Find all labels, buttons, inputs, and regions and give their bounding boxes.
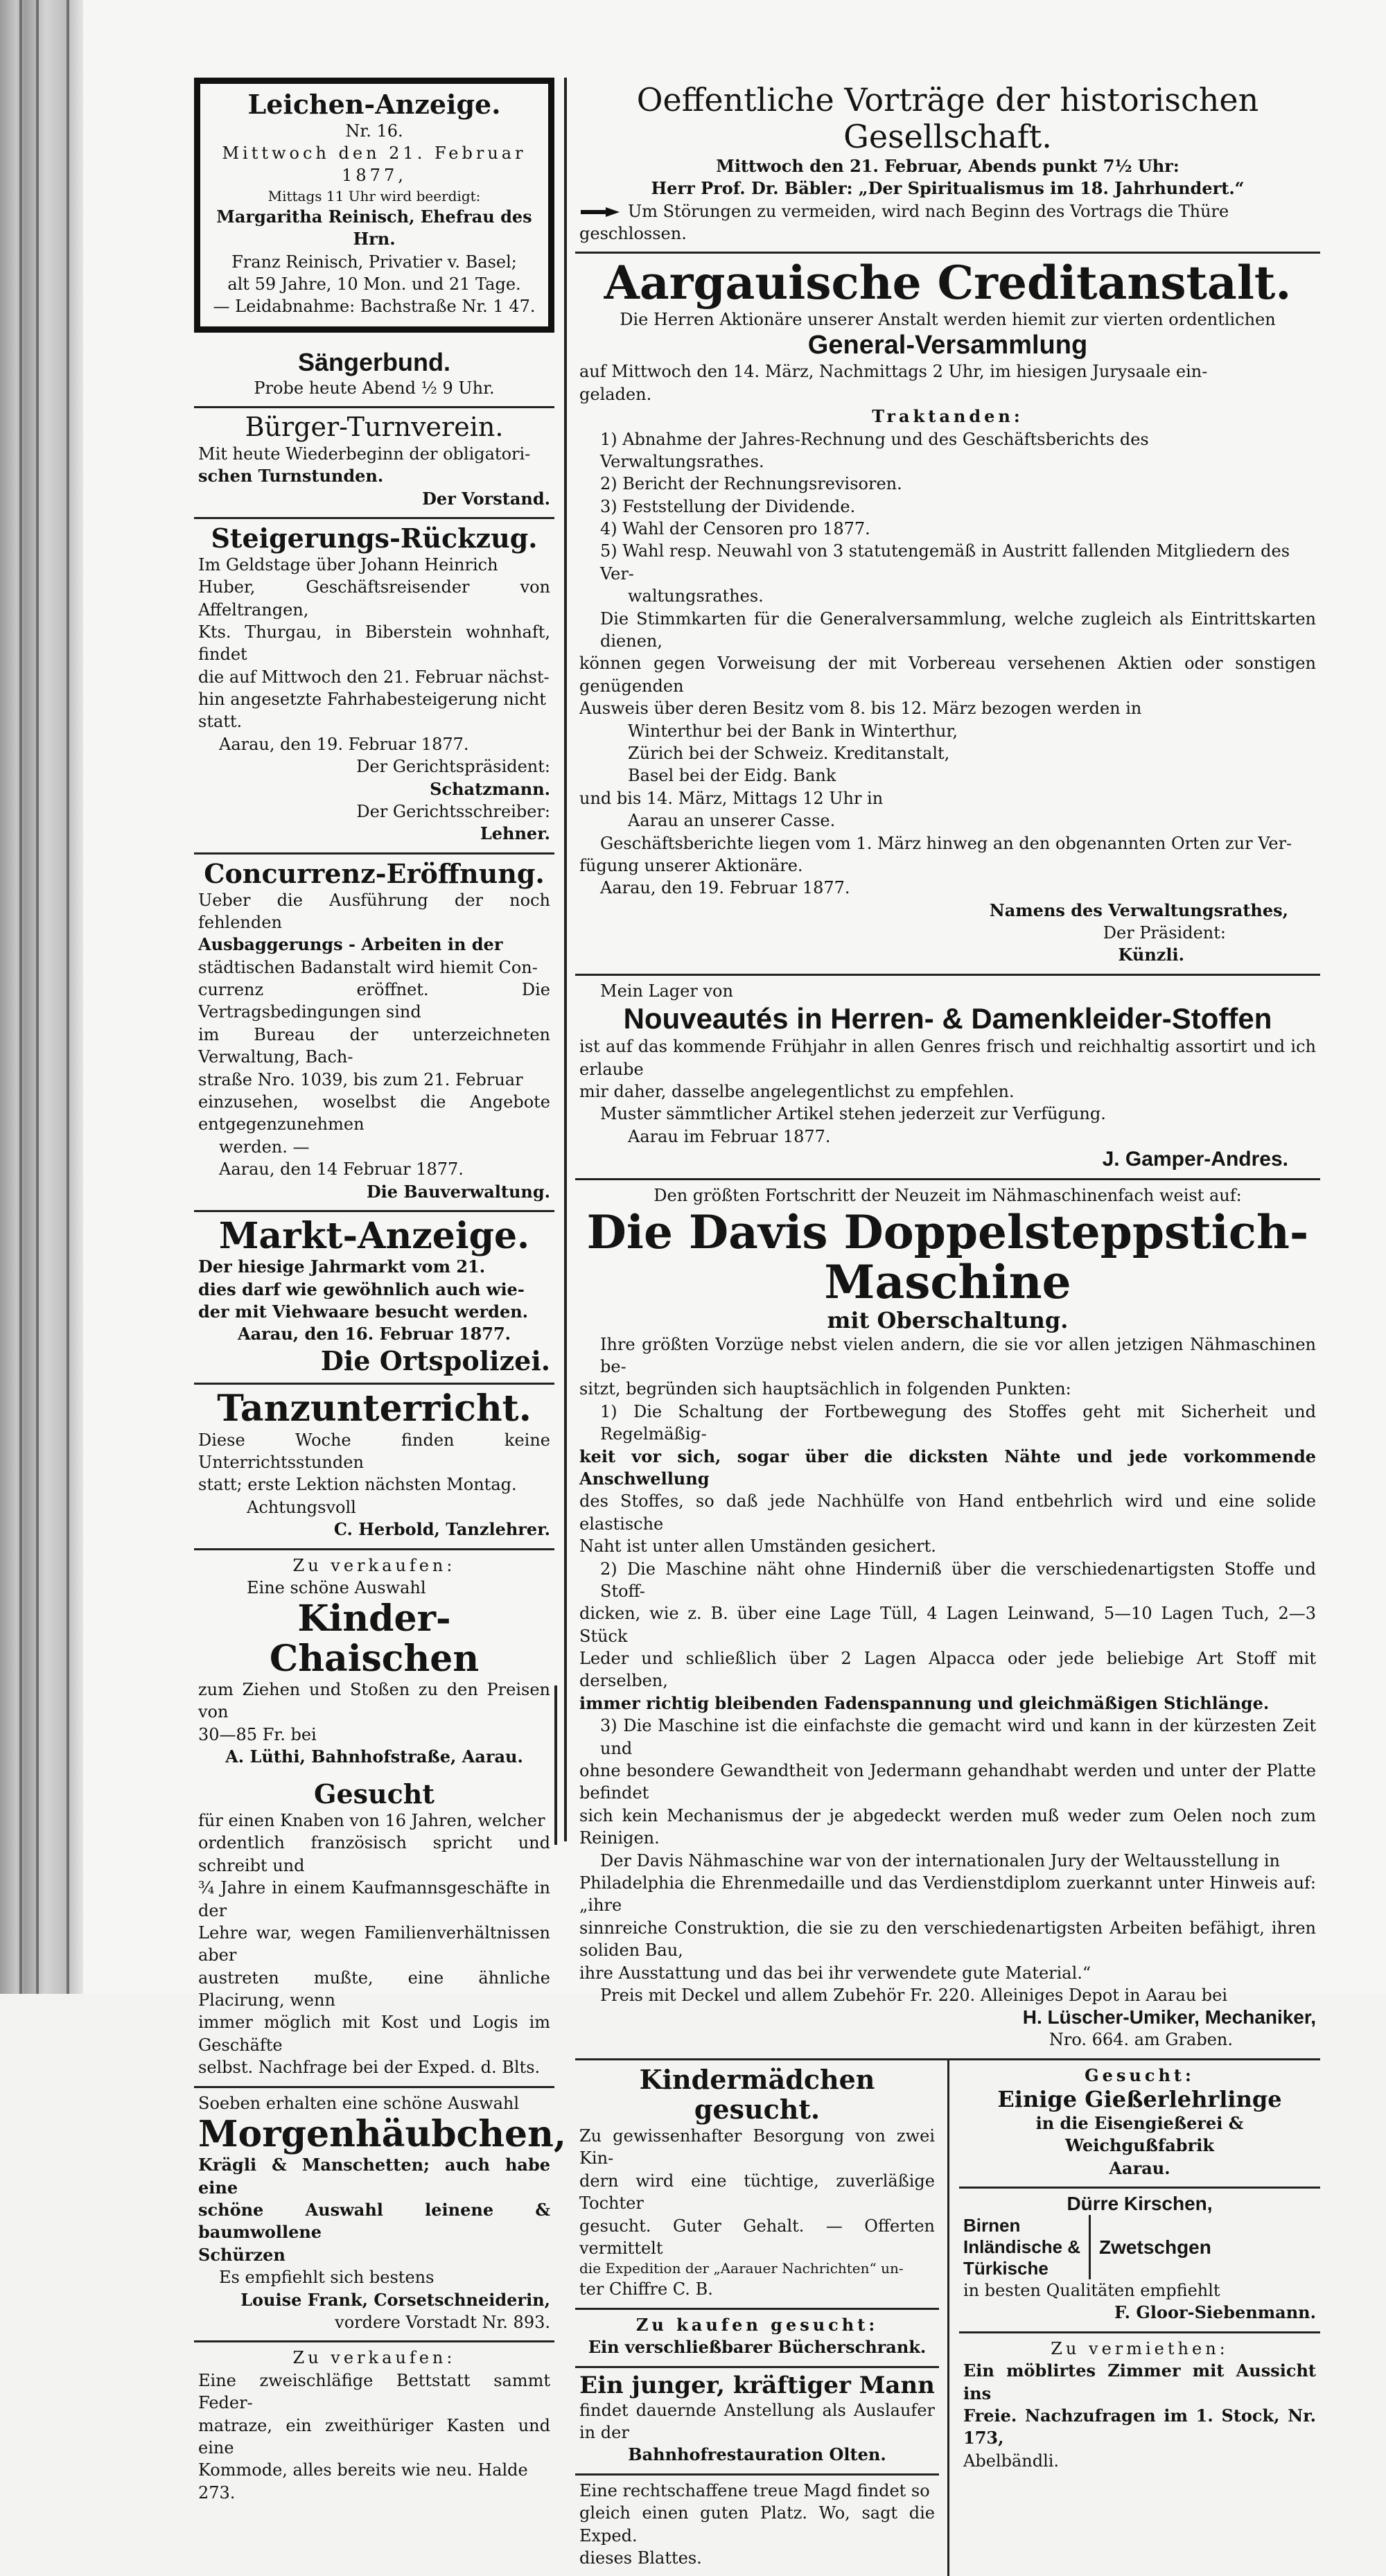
credit-item: 4) Wahl der Censoren pro 1877. bbox=[600, 519, 870, 539]
markt-signature: Die Ortspolizei. bbox=[320, 1344, 550, 1376]
davis-address: Nro. 664. am Graben. bbox=[1049, 2030, 1233, 2050]
vortraege-title: Oeffentliche Vorträge der historischen Gesellschaft. bbox=[636, 81, 1259, 155]
bottom-ads bbox=[575, 2060, 1320, 2576]
chaisen-head: Zu verkaufen: bbox=[292, 1555, 456, 1575]
morgen-address: vordere Vorstadt Nr. 893. bbox=[335, 2312, 550, 2332]
steigerung-title: Steigerungs-Rückzug. bbox=[211, 523, 538, 554]
davis-line: immer richtig bleibenden Fadenspannung und gleichmäßigen Stichlänge. bbox=[579, 1692, 1270, 1713]
gesucht-line: ordentlich französisch spricht und schreibt und bbox=[198, 1833, 550, 1875]
magd-notice bbox=[575, 2476, 939, 2576]
davis-pre: Den größten Fortschritt der Neuzeit im Nähmaschinenfach weist auf: bbox=[653, 1186, 1242, 1206]
turnverein-notice bbox=[194, 408, 554, 519]
giesser-line: in die Eisengießerei & Weichgußfabrik bbox=[1035, 2112, 1244, 2156]
bett-head: Zu verkaufen: bbox=[292, 2348, 456, 2368]
kirschen-item: Birnen bbox=[963, 2215, 1021, 2236]
turnverein-line: Mit heute Wiederbeginn der obligatori- bbox=[198, 444, 531, 464]
davis-line: 2) Die Maschine näht ohne Hinderniß über die verschiedenartigsten Stoffe und Stoff- bbox=[600, 1559, 1316, 1601]
concurrenz-line: currenz eröffnet. Die Vertragsbedingungen sind bbox=[198, 980, 550, 1022]
tanz-line: statt; erste Lektion nächsten Montag. bbox=[198, 1475, 517, 1495]
zimmer-line: Freie. Nachzufragen im 1. Stock, Nr. 173, bbox=[963, 2406, 1316, 2448]
credit-item: 1) Abnahme der Jahres-Rechnung und des Geschäftsberichts des Verwaltungsrathes. bbox=[600, 429, 1149, 471]
gesucht-line: immer möglich mit Kost und Logis im Geschäfte bbox=[198, 2013, 550, 2055]
giesser-head: Gesucht: bbox=[1085, 2065, 1195, 2085]
kindermaedchen-line: die Expedition der „Aarauer Nachrichten“ un- bbox=[579, 2260, 904, 2277]
davis-signature: H. Lüscher-Umiker, Mechaniker, bbox=[1022, 2006, 1316, 2029]
davis-line: keit vor sich, sogar über die dicksten Nähte und jede vorkommende Anschwellung bbox=[579, 1446, 1316, 1489]
kirschen-item: Türkische bbox=[963, 2258, 1049, 2279]
turnverein-line: schen Turnstunden. bbox=[198, 466, 384, 487]
gesucht-line: selbst. Nachfrage bei der Exped. d. Blts. bbox=[198, 2058, 541, 2078]
nouveautes-line: ist auf das kommende Frühjahr in allen Genres frisch und reichhaltig assortirt und ich erlaube bbox=[579, 1037, 1316, 1079]
kindermaedchen-line: dern wird eine tüchtige, zuverläßige Tochter bbox=[579, 2171, 935, 2214]
funeral-date: Mittwoch den 21. Februar 1877, bbox=[222, 143, 527, 186]
credit-signature: Künzli. bbox=[1118, 945, 1184, 965]
concurrenz-line: Ueber die Ausführung der noch fehlenden bbox=[198, 890, 550, 932]
gesucht-line: für einen Knaben von 16 Jahren, welcher bbox=[198, 1810, 545, 1830]
tanz-signature: C. Herbold, Tanzlehrer. bbox=[333, 1519, 550, 1540]
davis-line: Ihre größten Vorzüge nebst vielen andern, die sie vor allen jetzigen Nähmaschinen be- bbox=[600, 1334, 1316, 1376]
funeral-time: Mittags 11 Uhr wird beerdigt: bbox=[267, 187, 481, 204]
magd-line: gleich einen guten Platz. Wo, sagt die Exped. bbox=[579, 2503, 935, 2546]
markt-title: Markt-Anzeige. bbox=[218, 1214, 530, 1257]
nouveautes-pre: Mein Lager von bbox=[600, 981, 733, 1001]
zimmer-notice bbox=[959, 2333, 1320, 2479]
credit-para: fügung unserer Aktionäre. bbox=[579, 855, 803, 875]
tanz-title: Tanzunterricht. bbox=[217, 1387, 532, 1430]
markt-notice bbox=[194, 1212, 554, 1385]
credit-line: auf Mittwoch den 14. März, Nachmittags 2 Uhr, im hiesigen Jurysaale ein- bbox=[579, 362, 1208, 382]
concurrenz-signature: Die Bauverwaltung. bbox=[366, 1181, 550, 1202]
funeral-line: Margaritha Reinisch, Ehefrau des Hrn. bbox=[216, 206, 532, 249]
concurrenz-line: städtischen Badanstalt wird hiemit Con- bbox=[198, 957, 538, 977]
mann-title: Ein junger, kräftiger Mann bbox=[579, 2371, 935, 2399]
binding-edge bbox=[19, 0, 22, 1994]
steigerung-line: die auf Mittwoch den 21. Februar nächst- bbox=[198, 667, 550, 687]
kindermaedchen-title: Kindermädchen gesucht. bbox=[639, 2063, 875, 2126]
steigerung-place: Aarau, den 19. Februar 1877. bbox=[219, 734, 469, 754]
funeral-line: Franz Reinisch, Privatier v. Basel; bbox=[231, 252, 517, 272]
credit-date: Aarau, den 19. Februar 1877. bbox=[600, 878, 850, 898]
davis-line: Philadelphia die Ehrenmedaille und das Verdienstdiplom zuerkannt unter Hinweis auf: „ihre bbox=[579, 1873, 1316, 1916]
davis-line: ihre Ausstattung und das bei ihr verwendete gute Material.“ bbox=[579, 1963, 1091, 1983]
davis-line: Naht ist unter allen Umständen gesichert. bbox=[579, 1536, 936, 1557]
steigerung-line: Im Geldstage über Johann Heinrich bbox=[198, 554, 498, 575]
nouveautes-line: Muster sämmtlicher Artikel stehen jederzeit zur Verfügung. bbox=[600, 1104, 1106, 1124]
tanz-line: Achtungsvoll bbox=[247, 1497, 356, 1517]
chaisen-line: zum Ziehen und Stoßen zu den Preisen von bbox=[198, 1679, 550, 1722]
book-binding bbox=[0, 0, 83, 1994]
saengerbund-notice bbox=[194, 344, 554, 408]
giesser-notice bbox=[959, 2060, 1320, 2189]
concurrenz-line: einzusehen, woselbst die Angebote entgegenzunehmen bbox=[198, 1092, 550, 1134]
zimmer-head: Zu vermiethen: bbox=[1051, 2338, 1229, 2358]
magd-line: Eine rechtschaffene treue Magd findet so bbox=[579, 2480, 930, 2500]
credit-item: waltungsrathes. bbox=[628, 586, 764, 606]
kirschen-item: Zwetschgen bbox=[1099, 2236, 1211, 2258]
magd-line: dieses Blattes. bbox=[579, 2548, 702, 2568]
tanz-line: Diese Woche finden keine Unterrichtsstunden bbox=[198, 1430, 550, 1472]
gesucht-title: Gesucht bbox=[314, 1778, 435, 1810]
kirschen-title: Dürre Kirschen, bbox=[1067, 2193, 1213, 2215]
morgen-notice bbox=[194, 2088, 567, 2343]
nouveautes-line: mir daher, dasselbe angelegentlichst zu empfehlen. bbox=[579, 1082, 1015, 1102]
credit-para: Geschäftsberichte liegen vom 1. März hinweg an den obgenannten Orten zur Ver- bbox=[600, 833, 1292, 853]
credit-place: Winterthur bei der Bank in Winterthur, bbox=[628, 721, 958, 741]
kirschen-line: in besten Qualitäten empfiehlt bbox=[963, 2281, 1220, 2301]
saengerbund-title: Sängerbund. bbox=[297, 347, 450, 376]
funeral-number: Nr. 16. bbox=[345, 121, 403, 141]
credit-item: 3) Feststellung der Dividende. bbox=[600, 496, 856, 516]
buecherschrank-text: Ein verschließbarer Bücherschrank. bbox=[588, 2337, 927, 2358]
davis-line: sitzt, begründen sich hauptsächlich in folgenden Punkten: bbox=[579, 1379, 1071, 1399]
right-column bbox=[575, 78, 1320, 2568]
morgen-line: Es empfiehlt sich bestens bbox=[219, 2268, 435, 2288]
nouveautes-place: Aarau im Februar 1877. bbox=[628, 1126, 831, 1146]
kindermaedchen-line: Zu gewissenhafter Besorgung von zwei Kin- bbox=[579, 2126, 935, 2168]
credit-gv: General-Versammlung bbox=[807, 331, 1088, 360]
bett-line: Kommode, alles bereits wie neu. Halde 273. bbox=[198, 2460, 528, 2503]
bottom-left-ads bbox=[575, 2060, 949, 2576]
steigerung-name: Lehner. bbox=[480, 823, 550, 844]
buecherschrank-head: Zu kaufen gesucht: bbox=[635, 2314, 879, 2335]
credit-signature: Namens des Verwaltungsrathes, bbox=[989, 900, 1288, 920]
davis-notice bbox=[575, 1180, 1320, 2060]
credit-para: Ausweis über deren Besitz vom 8. bis 12. März bezogen werden in bbox=[579, 699, 1142, 719]
davis-line: sinnreiche Construktion, die sie zu den verschiedenartigsten Arbeiten befähigt, ihren soliden Bau, bbox=[579, 1918, 1316, 1961]
mann-line: findet dauernde Anstellung als Auslaufer in der bbox=[579, 2400, 935, 2443]
bett-notice bbox=[194, 2342, 554, 2511]
nouveautes-signature: J. Gamper-Andres. bbox=[1102, 1148, 1288, 1171]
zimmer-line: Abelbändli. bbox=[963, 2451, 1060, 2471]
giesser-title: Einige Gießerlehrlinge bbox=[997, 2086, 1282, 2113]
morgen-line: schöne Auswahl leinene & baumwollene bbox=[198, 2200, 550, 2243]
nouveautes-notice bbox=[575, 976, 1320, 1180]
davis-line: Der Davis Nähmaschine war von der internationalen Jury der Weltausstellung in bbox=[600, 1850, 1280, 1870]
morgen-title: Morgenhäubchen, bbox=[198, 2113, 567, 2156]
credit-signature: Der Präsident: bbox=[1103, 923, 1226, 943]
morgen-line: Schürzen bbox=[198, 2244, 286, 2265]
bett-line: matraze, ein zweithüriger Kasten und eine bbox=[198, 2415, 550, 2457]
credit-line: geladen. bbox=[579, 384, 652, 404]
pointing-hand-icon bbox=[579, 206, 621, 218]
steigerung-line: Kts. Thurgau, in Biberstein wohnhaft, findet bbox=[198, 622, 550, 665]
steigerung-line: Huber, Geschäftsreisender von Affeltrangen, bbox=[198, 577, 550, 620]
concurrenz-line: Ausbaggerungs - Arbeiten in der bbox=[198, 934, 503, 955]
concurrenz-place: Aarau, den 14 Februar 1877. bbox=[219, 1159, 464, 1180]
credit-item: 5) Wahl resp. Neuwahl von 3 statutengemäß in Austritt fallenden Mitgliedern des Ver- bbox=[600, 541, 1290, 584]
kindermaedchen-notice bbox=[575, 2060, 939, 2310]
gesucht-notice bbox=[194, 1775, 554, 2087]
column-rule bbox=[554, 1685, 557, 1845]
davis-line: Preis mit Deckel und allem Zubehör Fr. 220. Alleiniges Depot in Aarau bei bbox=[600, 1985, 1228, 2005]
vortraege-line: Um Störungen zu vermeiden, wird nach Beginn des Vortrags die Thüre geschlossen. bbox=[579, 201, 1229, 243]
credit-place: Basel bei der Eidg. Bank bbox=[628, 766, 836, 786]
kirschen-item: Inländische & bbox=[963, 2236, 1081, 2258]
kindermaedchen-line: gesucht. Guter Gehalt. — Offerten vermittelt bbox=[579, 2216, 935, 2259]
funeral-title: Leichen-Anzeige. bbox=[247, 89, 501, 120]
markt-line: der mit Viehwaare besucht werden. bbox=[198, 1301, 529, 1322]
markt-line: Der hiesige Jahrmarkt vom 21. bbox=[198, 1256, 486, 1277]
credit-para: können gegen Vorweisung der mit Vorbereau versehenen Aktien oder sonstigen genügenden bbox=[579, 654, 1316, 696]
buecherschrank-notice bbox=[575, 2310, 939, 2368]
binding-edge bbox=[67, 0, 69, 1994]
turnverein-title: Bürger-Turnverein. bbox=[245, 412, 504, 443]
nouveautes-title: Nouveautés in Herren- & Damenkleider-Stoffen bbox=[623, 1002, 1272, 1035]
mann-notice bbox=[575, 2368, 939, 2476]
davis-line: 1) Die Schaltung der Fortbewegung des Stoffes geht mit Sicherheit und Regelmäßig- bbox=[600, 1401, 1316, 1444]
kirschen-brace bbox=[963, 2215, 1316, 2279]
markt-place: Aarau, den 16. Februar 1877. bbox=[237, 1324, 511, 1344]
credit-para: Die Stimmkarten für die Generalversammlung, welche zugleich als Eintrittskarten dienen, bbox=[600, 608, 1316, 651]
giesser-line: Aarau. bbox=[1109, 2157, 1170, 2178]
credit-place: und bis 14. März, Mittags 12 Uhr in bbox=[579, 788, 884, 808]
gesucht-line: austreten mußte, eine ähnliche Placirung, wenn bbox=[198, 1968, 550, 2010]
davis-line: 3) Die Maschine ist die einfachste die gemacht wird und kann in der kürzesten Zeit und bbox=[600, 1716, 1316, 1758]
vortraege-line: Mittwoch den 21. Februar, Abends punkt 7½ Uhr: bbox=[716, 155, 1179, 176]
concurrenz-notice bbox=[194, 855, 554, 1212]
morgen-line: Krägli & Manschetten; auch habe eine bbox=[198, 2155, 550, 2198]
morgen-signature: Louise Frank, Corsetschneiderin, bbox=[240, 2289, 550, 2310]
mann-line: Bahnhofrestauration Olten. bbox=[628, 2444, 886, 2465]
kindermaedchen-line: ter Chiffre C. B. bbox=[579, 2279, 713, 2299]
markt-line: dies darf wie gewöhnlich auch wie- bbox=[198, 1279, 525, 1299]
binding-edge bbox=[36, 0, 39, 1994]
funeral-line: alt 59 Jahre, 10 Mon. und 21 Tage. bbox=[227, 274, 521, 295]
concurrenz-line: werden. — bbox=[219, 1137, 310, 1157]
davis-line: ohne besondere Gewandtheit von Jedermann gehandhabt werden und unter der Platte befindet bbox=[579, 1761, 1316, 1803]
credit-item: 2) Bericht der Rechnungsrevisoren. bbox=[600, 474, 902, 494]
concurrenz-title: Concurrenz-Eröffnung. bbox=[204, 857, 545, 889]
funeral-notice bbox=[194, 78, 554, 333]
davis-subtitle: mit Oberschaltung. bbox=[827, 1306, 1069, 1333]
concurrenz-line: im Bureau der unterzeichneten Verwaltung, Bach- bbox=[198, 1024, 550, 1067]
gesucht-line: Lehre war, wegen Familienverhältnissen aber bbox=[198, 1922, 550, 1965]
column-rule bbox=[564, 78, 567, 1841]
kirschen-notice bbox=[959, 2189, 1320, 2333]
credit-notice bbox=[575, 254, 1320, 976]
morgen-pre: Soeben erhalten eine schöne Auswahl bbox=[198, 2093, 520, 2113]
bottom-right-ads bbox=[949, 2060, 1320, 2576]
steigerung-role: Der Gerichtsschreiber: bbox=[356, 802, 550, 822]
zimmer-line: Ein möblirtes Zimmer mit Aussicht ins bbox=[963, 2360, 1316, 2403]
credit-title: Aargauische Creditanstalt. bbox=[604, 256, 1292, 310]
funeral-line: — Leidabnahme: Bachstraße Nr. 1 47. bbox=[213, 297, 536, 317]
chaisen-line: 30—85 Fr. bei bbox=[198, 1724, 317, 1744]
steigerung-notice bbox=[194, 519, 554, 855]
kirschen-signature: F. Gloor-Siebenmann. bbox=[1114, 2302, 1316, 2323]
chaisen-title: Kinder-Chaischen bbox=[269, 1597, 480, 1680]
credit-traktanden: Traktanden: bbox=[872, 406, 1024, 427]
credit-intro: Die Herren Aktionäre unserer Anstalt werden hiemit zur vierten ordentlichen bbox=[620, 309, 1276, 329]
left-column bbox=[194, 78, 567, 2503]
tanz-notice bbox=[194, 1385, 554, 1550]
credit-place: Aarau an unserer Casse. bbox=[628, 811, 836, 831]
chaisen-signature: A. Lüthi, Bahnhofstraße, Aarau. bbox=[225, 1746, 523, 1767]
concurrenz-line: straße Nro. 1039, bis zum 21. Februar bbox=[198, 1069, 523, 1089]
bett-line: Eine zweischläfige Bettstatt sammt Feder- bbox=[198, 2370, 550, 2413]
steigerung-name: Schatzmann. bbox=[430, 778, 550, 799]
davis-line: des Stoffes, so daß jede Nachhülfe von Hand entbehrlich wird und eine solide elastische bbox=[579, 1491, 1316, 1534]
davis-title: Die Davis Doppelsteppstich-Maschine bbox=[586, 1204, 1309, 1310]
gesucht-line: ¾ Jahre in einem Kaufmannsgeschäfte in der bbox=[198, 1878, 550, 1920]
credit-place: Zürich bei der Schweiz. Kreditanstalt, bbox=[628, 743, 950, 763]
saengerbund-text: Probe heute Abend ½ 9 Uhr. bbox=[254, 378, 495, 398]
turnverein-signature: Der Vorstand. bbox=[422, 488, 550, 509]
kirschen-items bbox=[963, 2215, 1091, 2279]
davis-line: dicken, wie z. B. über eine Lage Tüll, 4 Lagen Leinwand, 5—10 Lagen Tuch, 2—3 Stück bbox=[579, 1604, 1316, 1646]
vortraege-notice bbox=[575, 78, 1320, 254]
vortraege-line: Herr Prof. Dr. Bäbler: „Der Spiritualismus im 18. Jahrhundert.“ bbox=[651, 178, 1245, 199]
chaisen-notice bbox=[194, 1550, 554, 1776]
steigerung-role: Der Gerichtspräsident: bbox=[356, 757, 550, 777]
chaisen-pre: Eine schöne Auswahl bbox=[247, 1577, 426, 1597]
steigerung-line: hin angesetzte Fahrhabesteigerung nicht statt. bbox=[198, 690, 546, 732]
davis-line: sich kein Mechanismus der je abgedeckt werden muß weder zum Oelen noch zum Reinigen. bbox=[579, 1805, 1316, 1848]
davis-line: Leder und schließlich über 2 Lagen Alpacca oder jede beliebige Art Stoff mit derselben, bbox=[579, 1649, 1316, 1691]
